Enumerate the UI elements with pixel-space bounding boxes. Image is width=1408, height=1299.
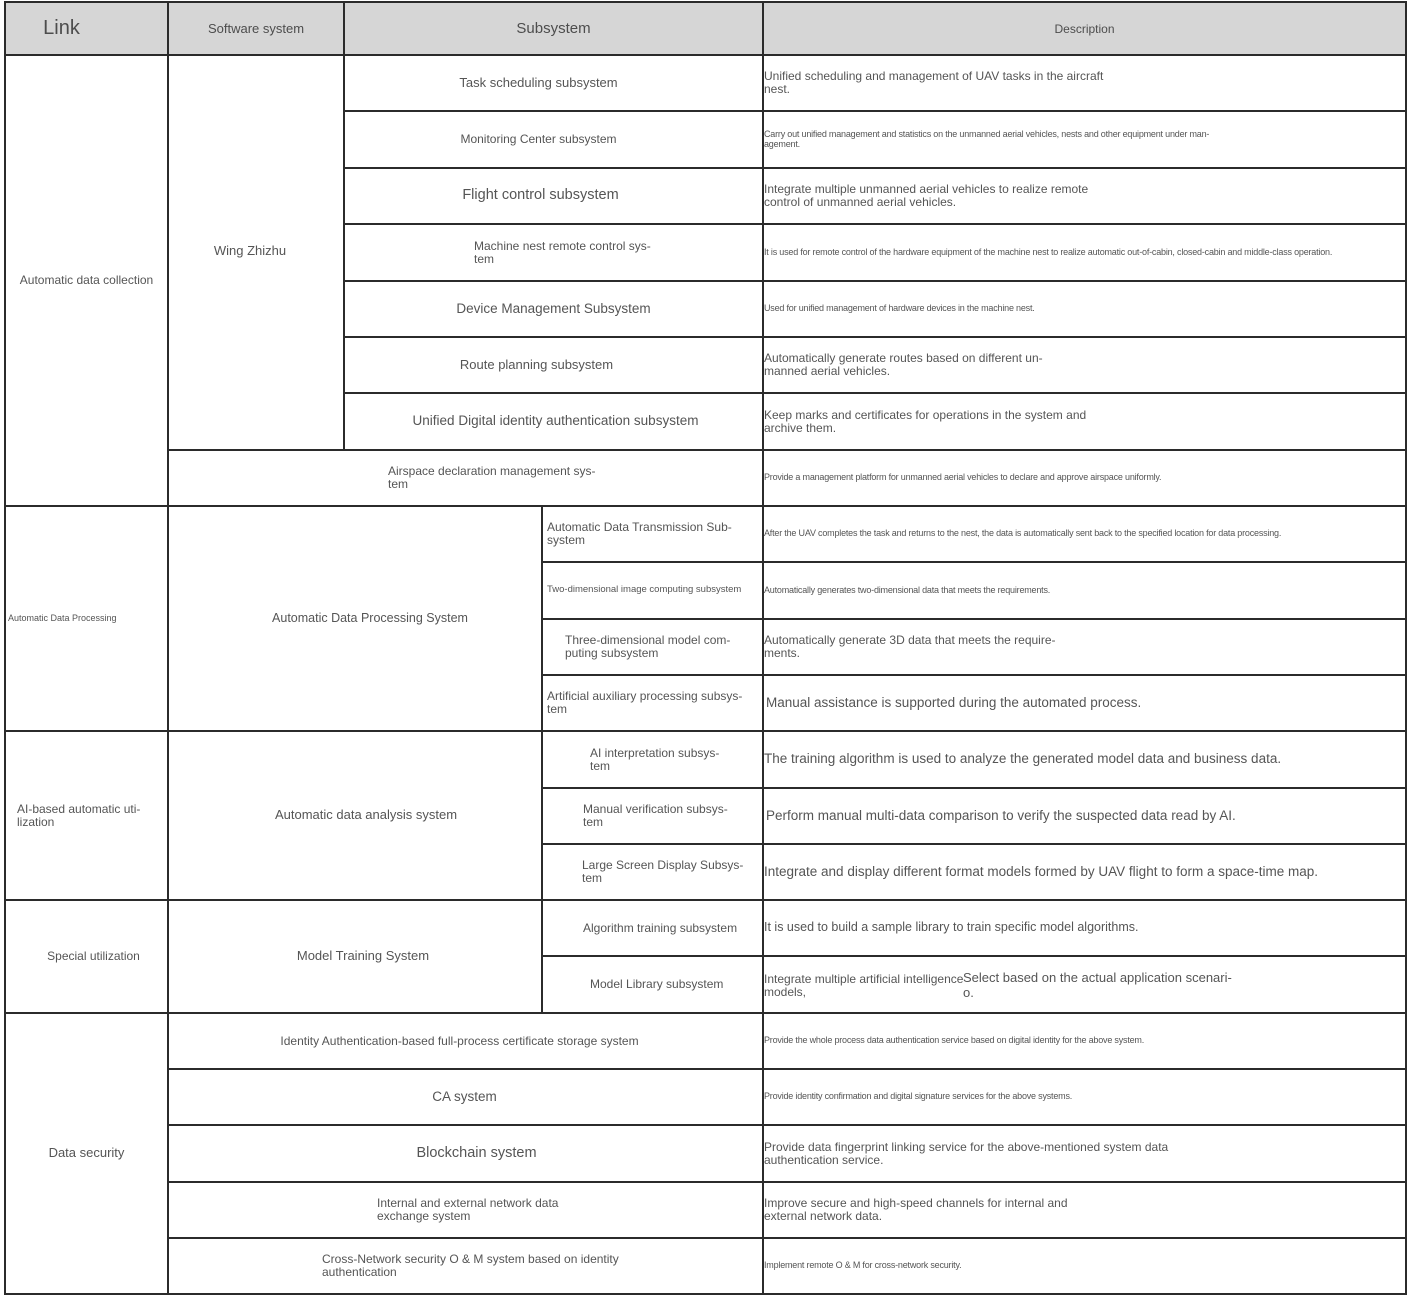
subsystem-device-management: Device Management Subsystem [456, 300, 651, 316]
system-automatic-data-processing: Automatic Data Processing System [272, 610, 468, 625]
description-machine-nest-remote-control: It is used for remote control of the hardware equipment of the machine nest to realize automatic out-of-cabin, closed-cabin and middle-class operation. [764, 246, 1333, 257]
system-model-training: Model Training System [296, 948, 430, 964]
subsystem-route-planning: Route planning subsystem [459, 356, 614, 372]
system-wing-zhizhu: Wing Zhizhu [213, 243, 287, 259]
subsystem-task-scheduling: Task scheduling subsystem [459, 74, 618, 90]
header-link: Link [43, 17, 80, 40]
link-ai-based-utilization: AI-based automatic uti- lization [17, 801, 141, 829]
link-automatic-data-processing: Automatic Data Processing [8, 612, 117, 623]
description-network-data-exchange: Improve secure and high-speed channels for internal and external network data. [764, 1196, 1068, 1223]
subsystem-ai-interpretation: AI interpretation subsys- tem [590, 745, 720, 773]
subsystem-algorithm-training: Algorithm training subsystem [583, 920, 738, 935]
link-data-security: Data security [48, 1145, 125, 1161]
subsystem-two-dimensional-image: Two-dimensional image computing subsystem [547, 584, 742, 596]
description-artificial-auxiliary: Manual assistance is supported during the automated process. [766, 694, 1142, 710]
description-model-library-part-2: Select based on the actual application scenari- o. [963, 970, 1232, 1000]
description-task-scheduling: Unified scheduling and management of UAV tasks in the aircraft nest. [764, 69, 1104, 96]
description-device-management: Used for unified management of hardware devices in the machine nest. [764, 303, 1035, 314]
description-data-transmission: After the UAV completes the task and returns to the nest, the data is automatically sent back to the specified location for data processing. [764, 528, 1282, 539]
subsystem-data-transmission: Automatic Data Transmission Sub- system [547, 520, 732, 547]
subsystem-large-screen-display: Large Screen Display Subsys- tem [582, 858, 744, 885]
description-ca: Provide identity confirmation and digital signature services for the above systems. [764, 1091, 1073, 1102]
description-large-screen-display: Integrate and display different format models formed by UAV flight to form a space-time map. [764, 863, 1319, 879]
link-automatic-data-collection: Automatic data collection [19, 273, 154, 288]
system-ca: CA system [432, 1088, 497, 1104]
description-model-library-part-1: Integrate multiple artificial intelligence models, [764, 971, 964, 999]
subsystem-flight-control: Flight control subsystem [462, 187, 619, 204]
subsystem-artificial-auxiliary: Artificial auxiliary processing subsys- tem [547, 689, 743, 716]
table-rule [1405, 1, 1407, 1295]
header-subsystem: Subsystem [516, 19, 591, 37]
description-ai-interpretation: The training algorithm is used to analyze the generated model data and business data. [764, 751, 1282, 767]
system-blockchain: Blockchain system [416, 1144, 537, 1161]
description-identity-certificate-storage: Provide the whole process data authentication service based on digital identity for the above system. [764, 1035, 1145, 1046]
description-blockchain: Provide data fingerprint linking service for the above-mentioned system data authentication service. [764, 1139, 1169, 1167]
system-airspace-declaration: Airspace declaration management sys- tem [388, 464, 596, 491]
link-special-utilization: Special utilization [47, 949, 140, 964]
system-automatic-data-analysis: Automatic data analysis system [274, 807, 458, 823]
description-algorithm-training: It is used to build a sample library to train specific model algorithms. [764, 920, 1139, 935]
header-description: Description [1054, 21, 1115, 36]
description-manual-verification: Perform manual multi-data comparison to verify the suspected data read by AI. [766, 807, 1236, 823]
description-monitoring-center: Carry out unified management and statistics on the unmanned aerial vehicles, nests and other equipment under man- agement. [764, 128, 1210, 149]
subsystem-model-library: Model Library subsystem [590, 977, 724, 992]
description-three-dimensional-model: Automatically generate 3D data that meets the require- ments. [764, 633, 1056, 660]
subsystem-monitoring-center: Monitoring Center subsystem [460, 132, 617, 147]
table-rule [4, 1293, 1407, 1295]
description-two-dimensional-image: Automatically generates two-dimensional data that meets the requirements. [764, 584, 1051, 595]
system-network-data-exchange: Internal and external network data exchange system [377, 1196, 559, 1223]
header-software-system: Software system [207, 20, 305, 36]
description-flight-control: Integrate multiple unmanned aerial vehicles to realize remote control of unmanned aerial vehicles. [764, 182, 1089, 209]
description-unified-digital-identity: Keep marks and certificates for operations in the system and archive them. [764, 407, 1087, 435]
subsystem-manual-verification: Manual verification subsys- tem [583, 802, 728, 829]
description-route-planning: Automatically generate routes based on different un- manned aerial vehicles. [764, 351, 1043, 378]
system-identity-certificate-storage: Identity Authentication-based full-process certificate storage system [280, 1033, 639, 1048]
description-cross-network-om: Implement remote O & M for cross-network security. [764, 1260, 962, 1271]
system-cross-network-om: Cross-Network security O & M system based on identity authentication [322, 1252, 619, 1279]
description-airspace-declaration: Provide a management platform for unmanned aerial vehicles to declare and approve airspace uniformly. [764, 472, 1162, 483]
subsystem-unified-digital-identity: Unified Digital identity authentication subsystem [412, 413, 699, 429]
subsystem-machine-nest-remote-control: Machine nest remote control sys- tem [474, 238, 651, 266]
subsystem-three-dimensional-model: Three-dimensional model com- puting subsystem [565, 633, 731, 660]
